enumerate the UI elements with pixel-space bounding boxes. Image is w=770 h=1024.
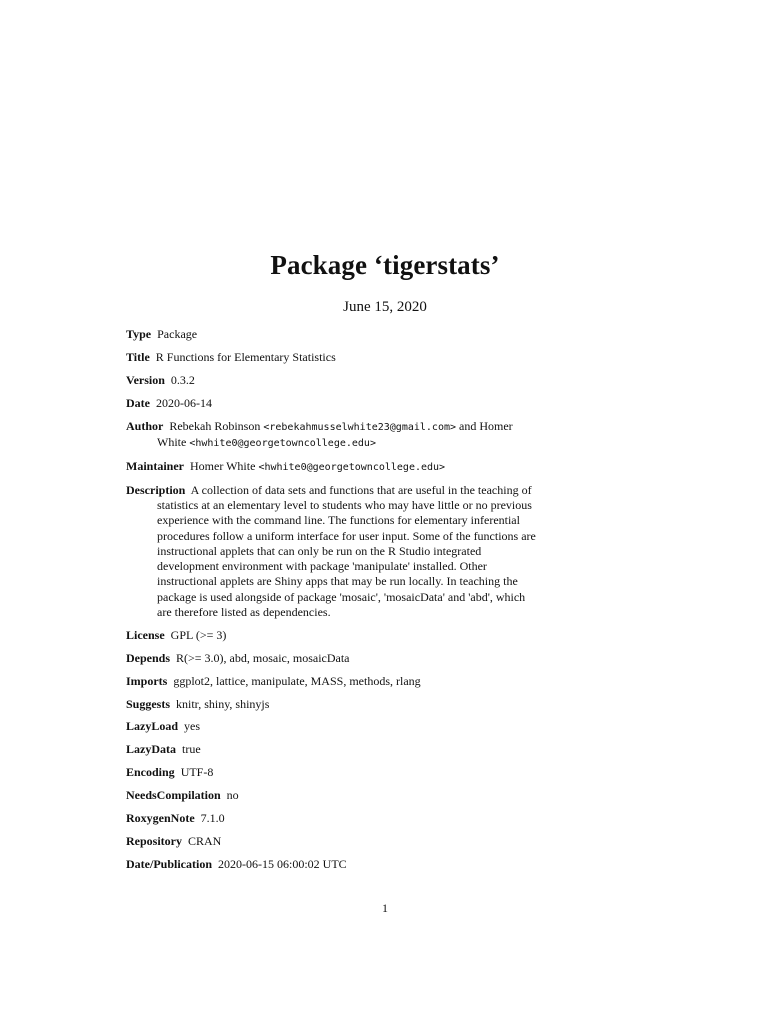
maintainer-email: <hwhite0@georgetowncollege.edu> — [258, 461, 446, 473]
document-date: June 15, 2020 — [343, 299, 427, 315]
field-key-depends: Depends — [126, 650, 171, 665]
field-value-date: 2020-06-14 — [156, 395, 212, 410]
field-key-maintainer: Maintainer — [126, 458, 184, 473]
field-value-needscompilation: no — [226, 788, 239, 803]
field-value-description: A collection of data sets and functions that are useful in the teaching of statistics at an elementary level to students who may have little or no previous experience with the command line. The functions for elementary inferential procedures follow a uniform interface for user input. Some of the functions are instructional applets that can only be run on the R Studio integrated development environment with package 'manipulate' installed. Other instructional applets are Shiny apps that may be run locally. In teaching the package is used alongside of package 'mosaic', 'mosaicData' and 'abd', which are therefore listed as dependencies. — [157, 482, 536, 620]
field-value-datepublication: 2020-06-15 06:00:02 UTC — [218, 856, 347, 871]
field-key-type: Type — [126, 327, 152, 341]
field-value-title: R Functions for Elementary Statistics — [155, 349, 336, 364]
author-email: <rebekahmusselwhite23@gmail.com> — [263, 421, 456, 433]
field-depends — [126, 651, 536, 666]
field-key-imports: Imports — [126, 673, 168, 688]
maintainer-name: Homer White — [190, 458, 256, 473]
field-lazydata — [126, 742, 536, 757]
package-title: Package ‘tigerstats’ — [270, 250, 500, 280]
field-value-roxygennote: 7.1.0 — [200, 811, 225, 826]
field-key-version: Version — [126, 372, 165, 387]
field-key-description: Description — [126, 482, 186, 497]
field-description — [126, 483, 536, 621]
page-number: 1 — [382, 901, 388, 915]
field-key-date: Date — [126, 395, 150, 410]
author-name: Rebekah Robinson — [169, 418, 261, 433]
field-suggests — [126, 697, 536, 712]
field-key-author: Author — [126, 418, 164, 433]
field-key-datepublication: Date/Publication — [126, 856, 212, 871]
description-fields — [126, 327, 536, 880]
field-repository — [126, 834, 536, 849]
field-imports — [126, 674, 536, 689]
field-value-encoding: UTF-8 — [180, 765, 214, 780]
field-key-lazydata: LazyData — [126, 742, 176, 757]
field-date — [126, 396, 536, 411]
field-datepublication — [126, 857, 536, 872]
coauthor-email: <hwhite0@georgetowncollege.edu> — [189, 437, 376, 449]
field-needscompilation — [126, 788, 536, 803]
field-value-type: Package — [157, 327, 198, 341]
field-key-lazyload: LazyLoad — [126, 719, 179, 734]
field-value-lazyload: yes — [184, 719, 201, 734]
field-value-depends: R(>= 3.0), abd, mosaic, mosaicData — [176, 650, 350, 665]
field-value-license: GPL (>= 3) — [170, 627, 227, 642]
field-author — [126, 419, 536, 452]
field-type — [126, 327, 536, 342]
field-value-repository: CRAN — [188, 833, 222, 848]
field-value-version: 0.3.2 — [170, 372, 195, 387]
field-lazyload — [126, 719, 536, 734]
field-key-encoding: Encoding — [126, 765, 175, 780]
field-value-suggests: knitr, shiny, shinyjs — [176, 696, 270, 711]
field-title — [126, 350, 536, 365]
field-license — [126, 628, 536, 643]
field-maintainer — [126, 459, 536, 475]
field-roxygennote — [126, 811, 536, 826]
field-key-license: License — [126, 627, 165, 642]
field-value-lazydata: true — [182, 742, 201, 757]
field-key-suggests: Suggests — [126, 696, 171, 711]
field-key-repository: Repository — [126, 833, 182, 848]
field-key-title: Title — [126, 349, 150, 364]
field-encoding — [126, 765, 536, 780]
field-version — [126, 373, 536, 388]
field-key-roxygennote: RoxygenNote — [126, 811, 195, 826]
author-joiner: and Homer White — [157, 418, 513, 449]
field-key-needscompilation: NeedsCompilation — [126, 788, 221, 803]
field-value-imports: ggplot2, lattice, manipulate, MASS, methods, rlang — [173, 673, 421, 688]
